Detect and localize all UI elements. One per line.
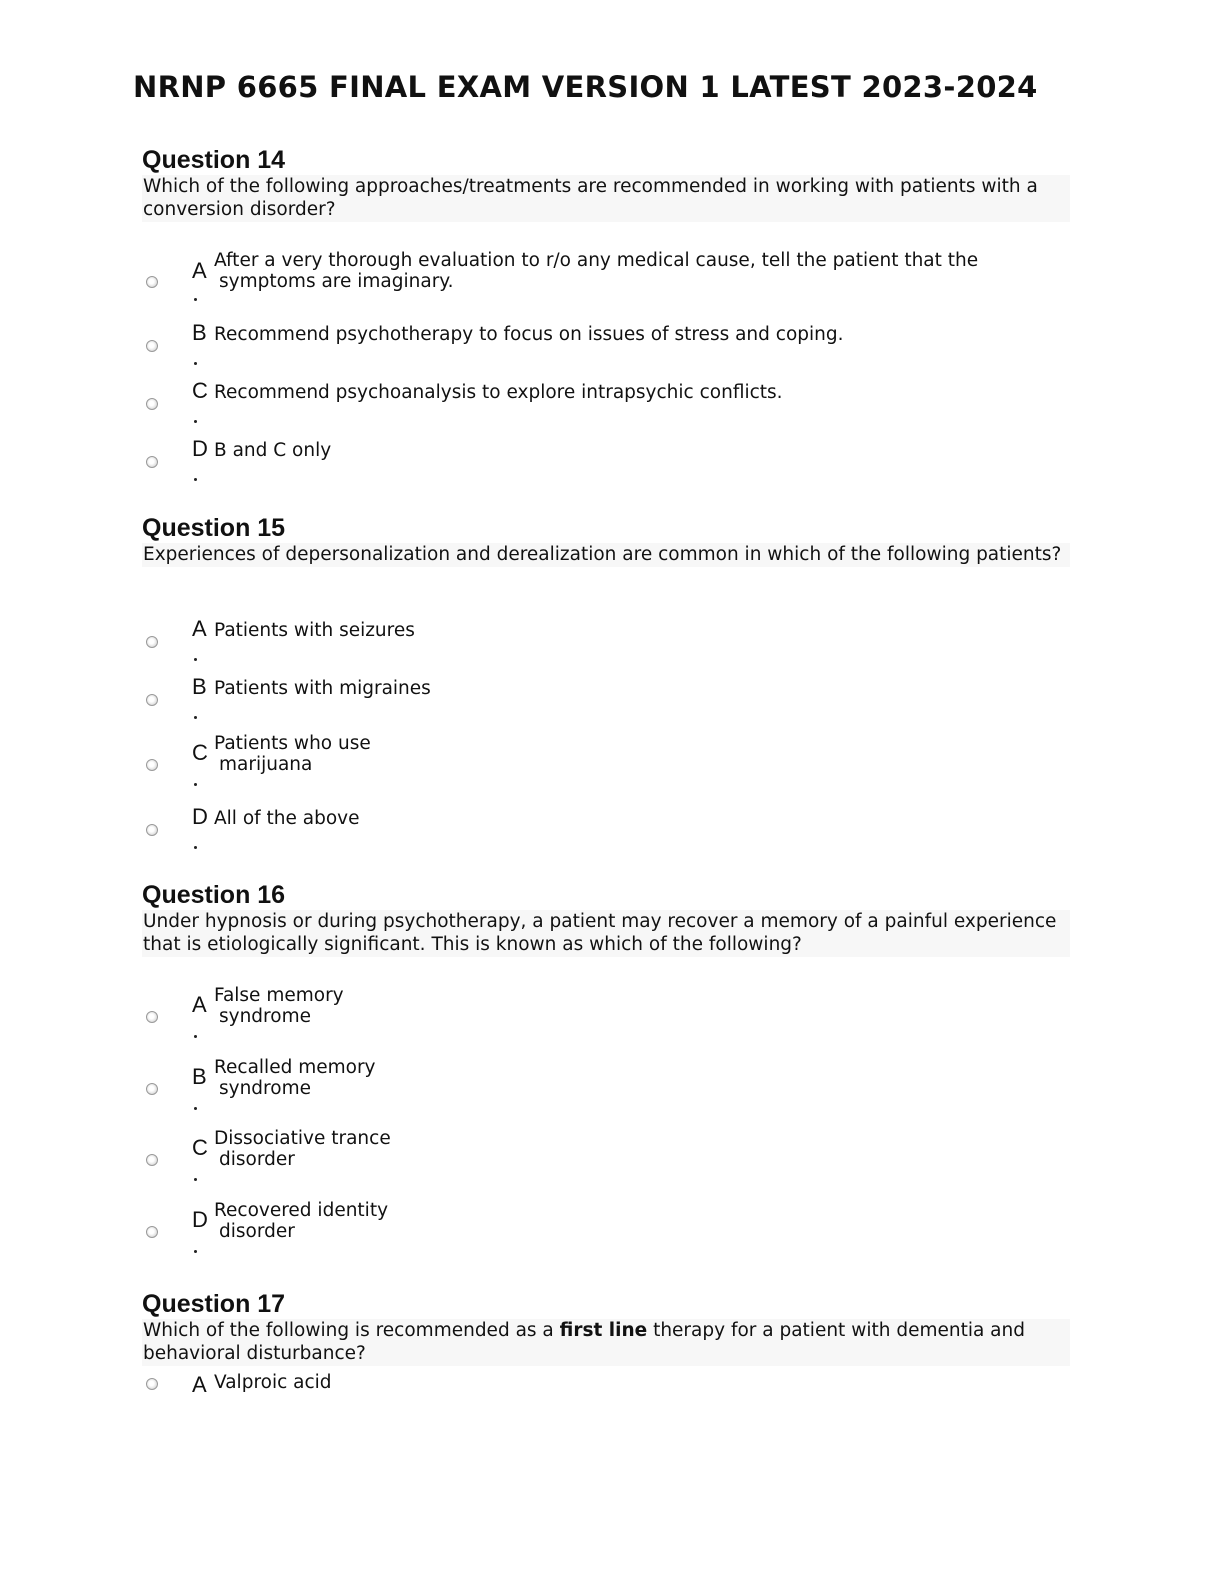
bullet-dot [194, 1107, 197, 1110]
answer-option-d[interactable] [142, 804, 1042, 854]
radio-button[interactable] [146, 1154, 158, 1166]
option-text: All of the above [214, 808, 360, 829]
bullet-dot [194, 362, 197, 365]
answer-option-c[interactable] [142, 731, 1042, 791]
bullet-dot [194, 783, 197, 786]
option-text: B and C only [214, 440, 332, 461]
option-text: False memory syndrome [214, 985, 344, 1027]
bullet-dot [194, 716, 197, 719]
option-letter: A [192, 616, 207, 641]
option-letter: D [192, 436, 208, 461]
question-prompt: Which of the following approaches/treatments are recommended in working with patients with a conversion disorder? [142, 175, 1070, 222]
option-text: Valproic acid [214, 1372, 332, 1393]
option-letter: B [192, 1064, 207, 1089]
option-letter: B [192, 320, 207, 345]
option-letter: A [192, 258, 207, 283]
option-text: Dissociative trance disorder [214, 1128, 391, 1170]
option-letter: A [192, 1372, 207, 1397]
option-text: Patients with migraines [214, 678, 431, 699]
radio-button[interactable] [146, 456, 158, 468]
question-prompt: Experiences of depersonalization and derealization are common in which of the following patients? [142, 543, 1070, 567]
answer-option-d[interactable] [142, 1198, 1042, 1258]
option-letter: C [192, 740, 208, 765]
radio-button[interactable] [146, 398, 158, 410]
answer-option-a[interactable] [142, 248, 1042, 308]
answer-option-c[interactable] [142, 378, 1042, 428]
bullet-dot [194, 1178, 197, 1181]
option-letter: C [192, 378, 208, 403]
bullet-dot [194, 1250, 197, 1253]
emphasis-text: first line [559, 1320, 648, 1341]
option-text: Recommend psychoanalysis to explore intrapsychic conflicts. [214, 382, 783, 403]
answer-option-b[interactable] [142, 1055, 1042, 1115]
radio-button[interactable] [146, 824, 158, 836]
radio-button[interactable] [146, 1378, 158, 1390]
question-16 [142, 880, 1070, 1242]
radio-button[interactable] [146, 636, 158, 648]
question-prompt: Under hypnosis or during psychotherapy, a patient may recover a memory of a painful experience that is etiologically significant. This is known as which of the following? [142, 910, 1070, 957]
option-text: Patients who use marijuana [214, 733, 371, 775]
question-heading: Question 17 [142, 1290, 286, 1318]
question-17 [142, 1289, 1070, 1397]
answer-option-a[interactable] [142, 983, 1042, 1043]
radio-button[interactable] [146, 694, 158, 706]
answer-option-a[interactable] [142, 616, 1042, 666]
bullet-dot [194, 846, 197, 849]
question-15 [142, 513, 1070, 829]
answer-option-d[interactable] [142, 436, 1042, 486]
option-letter: D [192, 804, 208, 829]
radio-button[interactable] [146, 759, 158, 771]
option-text: After a very thorough evaluation to r/o any medical cause, tell the patient that the symptoms are imaginary. [214, 250, 979, 292]
option-letter: C [192, 1135, 208, 1160]
question-heading: Question 16 [142, 881, 286, 909]
answer-option-b[interactable] [142, 674, 1042, 724]
bullet-dot [194, 298, 197, 301]
option-text: Patients with seizures [214, 620, 415, 641]
question-heading: Question 14 [142, 146, 286, 174]
radio-button[interactable] [146, 1226, 158, 1238]
option-text: Recalled memory syndrome [214, 1057, 376, 1099]
bullet-dot [194, 420, 197, 423]
answer-option-a[interactable] [142, 1369, 1042, 1399]
question-prompt: Which of the following is recommended as a first line therapy for a patient with dementia and behavioral disturbance? [142, 1319, 1070, 1366]
option-text: Recovered identity disorder [214, 1200, 389, 1242]
question-heading: Question 15 [142, 514, 286, 542]
bullet-dot [194, 658, 197, 661]
bullet-dot [194, 478, 197, 481]
option-text: Recommend psychotherapy to focus on issues of stress and coping. [214, 324, 844, 345]
radio-button[interactable] [146, 276, 158, 288]
answer-option-c[interactable] [142, 1126, 1042, 1186]
answer-option-b[interactable] [142, 320, 1042, 370]
option-letter: A [192, 992, 207, 1017]
option-letter: D [192, 1207, 208, 1232]
document-title: NRNP 6665 FINAL EXAM VERSION 1 LATEST 2023-2024 [133, 70, 1038, 104]
radio-button[interactable] [146, 1011, 158, 1023]
question-14 [142, 145, 1070, 461]
radio-button[interactable] [146, 1083, 158, 1095]
radio-button[interactable] [146, 340, 158, 352]
option-letter: B [192, 674, 207, 699]
bullet-dot [194, 1035, 197, 1038]
